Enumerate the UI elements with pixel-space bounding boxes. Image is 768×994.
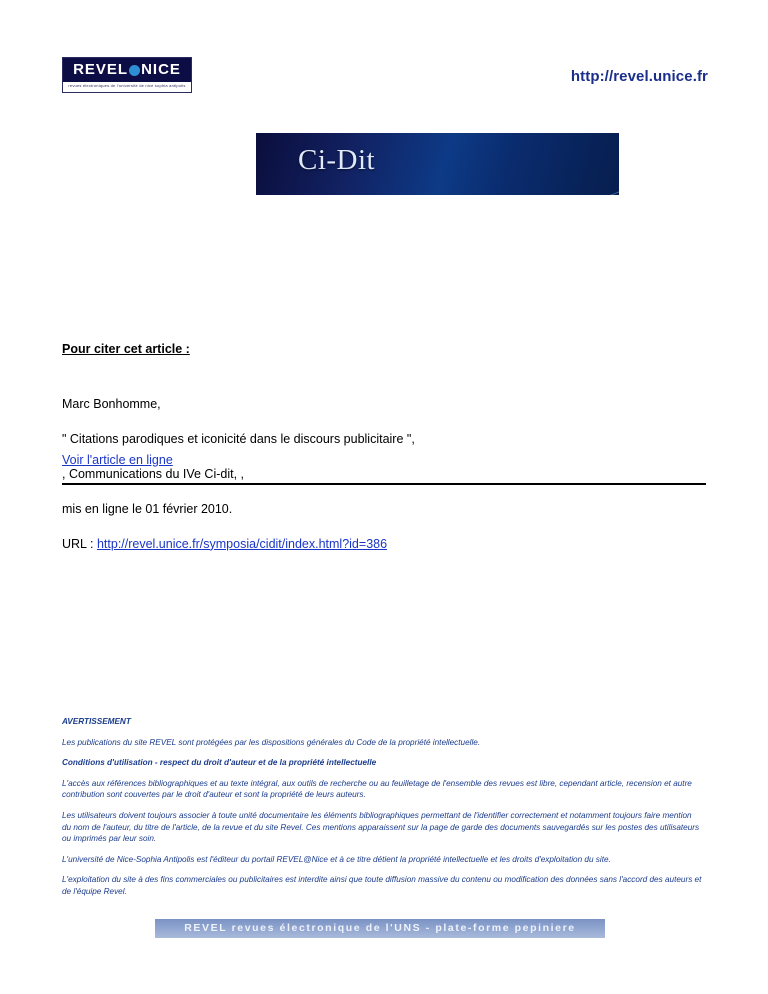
legal-notice (62, 716, 702, 907)
citation-url-line (62, 536, 415, 554)
horizontal-divider (62, 483, 706, 485)
banner-title: Ci-Dit (298, 144, 376, 176)
view-article-online[interactable] (62, 453, 173, 467)
notice-intro: Les publications du site REVEL sont protégées par les dispositions générales du Code de la propriété intellectuelle. (62, 737, 481, 747)
revel-nice-logo (62, 57, 192, 93)
notice-paragraph-1: L'accès aux références bibliographiques et au texte intégral, aux outils de recherche ou au feuilletage de l'ensemble des revues est libre, cependant article, recension et autre contribution sont couvertes par le droit d'auteur et sont la propriété de leurs auteurs. (62, 778, 692, 800)
notice-title: AVERTISSEMENT (62, 717, 131, 726)
ci-dit-banner (256, 133, 619, 195)
citation-heading: Pour citer cet article : (62, 342, 190, 356)
banner-swoosh-icon (334, 133, 619, 195)
logo-wordmark (63, 58, 191, 82)
notice-paragraph-2: Les utilisateurs doivent toujours associer à toute unité documentaire les éléments bibliographiques permettant de l'identifier correctement et notamment toujours faire mention du nom de l'auteur, du titre de l'article, de la revue et du site Revel. Ces mentions apparaissent sur la page de garde des documents sauvegardés sur les postes des utilisateurs ou imprimés par leur soin. (62, 810, 700, 844)
logo-subtitle: revues électroniques de l'université de nice sophia antipolis (68, 83, 186, 88)
citation-author: Marc Bonhomme, (62, 396, 161, 411)
citation-title: " Citations parodiques et iconicité dans le discours publicitaire ", (62, 431, 415, 446)
site-url: http://revel.unice.fr (570, 68, 708, 85)
citation-published: mis en ligne le 01 février 2010. (62, 501, 233, 516)
logo-dot-icon (129, 65, 140, 76)
citation-block (62, 378, 415, 571)
notice-paragraph-3: L'université de Nice-Sophia Antipolis est l'éditeur du portail REVEL@Nice et à ce titre détient la propriété intellectuelle et les droits d'exploitation du site. (62, 854, 611, 864)
view-article-online-link[interactable]: Voir l'article en ligne (62, 453, 173, 467)
notice-paragraph-4: L'exploitation du site à des fins commerciales ou publicitaires est interdite ainsi que toute diffusion massive du contenu ou modification des données sans l'accord des auteurs et de l'équipe Revel. (62, 875, 702, 896)
footer-bar (155, 919, 605, 938)
citation-url-link[interactable]: http://revel.unice.fr/symposia/cidit/index.html?id=386 (96, 536, 388, 551)
logo-main-text: REVEL (73, 61, 129, 78)
citation-url-label: URL : (62, 536, 97, 551)
logo-accent-text: NICE (141, 61, 181, 78)
citation-source: , Communications du IVe Ci-dit, , (62, 466, 245, 481)
notice-conditions-title: Conditions d'utilisation - respect du droit d'auteur et de la propriété intellectuelle (62, 758, 377, 768)
footer-text: REVEL revues électronique de l'UNS - plate-forme pepiniere (184, 922, 576, 934)
